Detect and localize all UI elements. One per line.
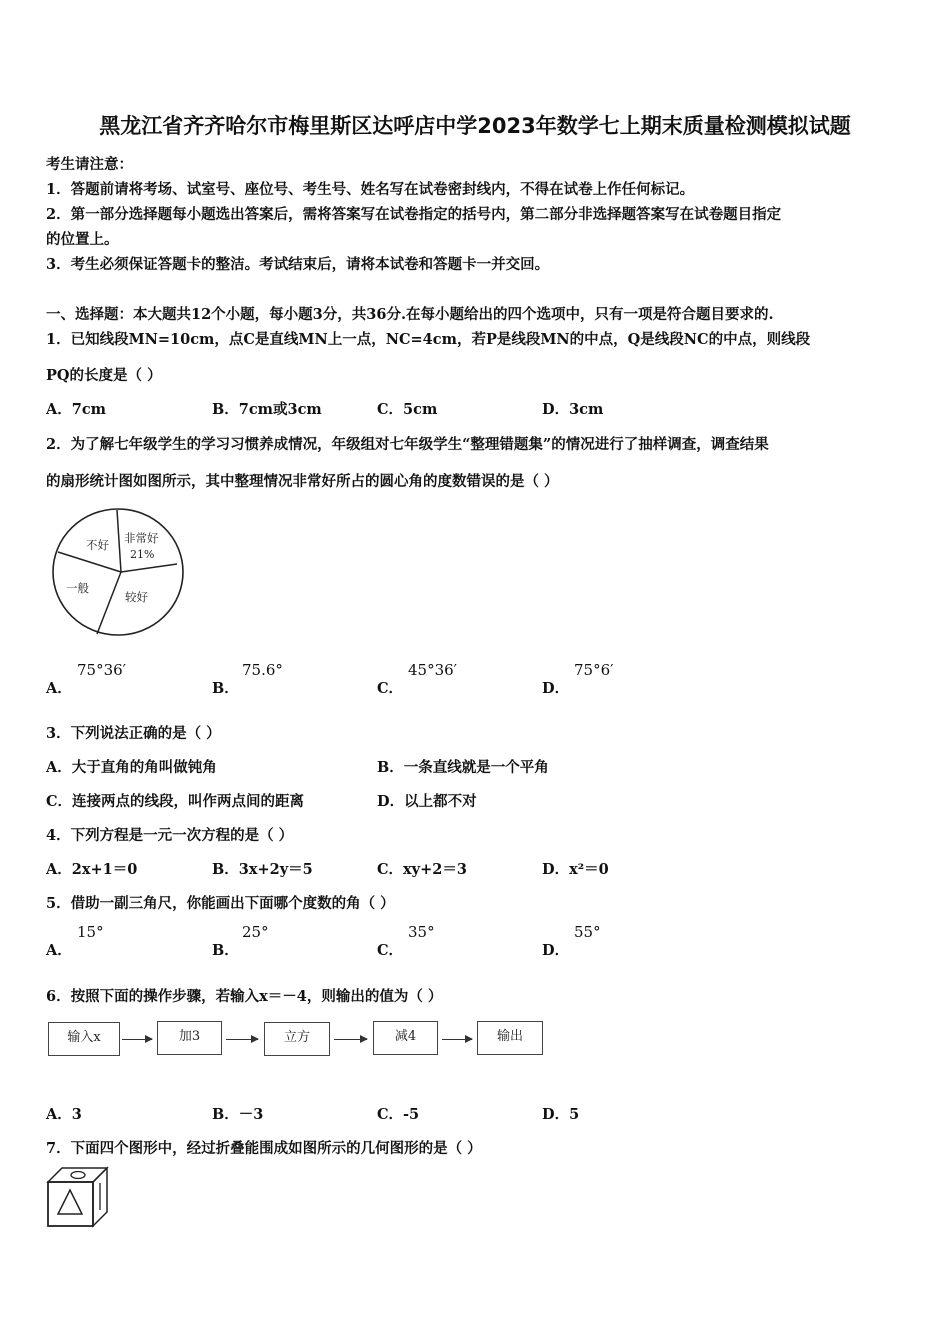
q1-stem-line2: PQ的长度是（ ） [46, 367, 162, 384]
q6-stem: 6．按照下面的操作步骤，若输入x＝－4，则输出的值为（ ） [46, 988, 443, 1005]
q2-option-a-value: 75°36′ [77, 661, 127, 679]
q5-option-b-value: 25° [242, 923, 269, 941]
q1-option-d[interactable]: D．3cm [542, 401, 604, 418]
pie-label-percent: 21% [130, 548, 155, 561]
q3-option-d[interactable]: D．以上都不对 [377, 793, 477, 810]
notice-item-2-cont: 的位置上。 [46, 231, 119, 248]
q5-option-b-letter[interactable]: B． [212, 942, 239, 959]
q4-option-c[interactable]: C．xy+2＝3 [377, 861, 467, 878]
cube-figure [45, 1165, 111, 1229]
q2-option-d-letter[interactable]: D． [542, 680, 570, 697]
q3-option-c[interactable]: C．连接两点的线段，叫作两点间的距离 [46, 793, 305, 810]
q6-option-c[interactable]: C．-5 [377, 1106, 420, 1123]
flow-arrow-4 [442, 1039, 472, 1040]
q2-stem-line2: 的扇形统计图如图所示，其中整理情况非常好所占的圆心角的度数错误的是（ ） [46, 473, 559, 490]
q1-option-a[interactable]: A．7cm [46, 401, 107, 418]
q2-option-a-letter[interactable]: A． [46, 680, 72, 697]
flow-arrow-3 [334, 1039, 367, 1040]
q4-stem: 4．下列方程是一元一次方程的是（ ） [46, 827, 294, 844]
q4-option-d[interactable]: D．x²＝0 [542, 861, 609, 878]
flow-box-sub4: 减4 [373, 1021, 438, 1055]
q7-stem: 7．下面四个图形中，经过折叠能围成如图所示的几何图形的是（ ） [46, 1140, 482, 1157]
flow-arrow-2 [226, 1039, 258, 1040]
q5-stem: 5．借助一副三角尺，你能画出下面哪个度数的角（ ） [46, 895, 395, 912]
page-title: 黑龙江省齐齐哈尔市梅里斯区达呼店中学2023年数学七上期末质量检测模拟试题 [99, 114, 851, 138]
pie-label-bad: 不好 [86, 538, 109, 552]
q2-option-b-value: 75.6° [242, 661, 283, 679]
q1-option-c[interactable]: C．5cm [377, 401, 438, 418]
q1-option-b[interactable]: B．7cm或3cm [212, 401, 322, 418]
pie-chart-figure [50, 506, 190, 640]
pie-label-normal: 一般 [66, 581, 89, 595]
q2-option-c-value: 45°36′ [408, 661, 458, 679]
q5-option-a-letter[interactable]: A． [46, 942, 72, 959]
q6-option-b[interactable]: B．－3 [212, 1106, 264, 1123]
flow-box-add3: 加3 [157, 1021, 222, 1055]
notice-item-3: 3．考生必须保证答题卡的整洁。考试结束后，请将本试卷和答题卡一并交回。 [46, 256, 550, 273]
pie-label-very-good: 非常好 [124, 531, 159, 545]
q2-stem-line1: 2．为了解七年级学生的学习习惯养成情况，年级组对七年级学生“整理错题集”的情况进行了抽样调查，调查结果 [46, 436, 769, 453]
flow-box-input: 输入x [48, 1022, 120, 1056]
q2-option-c-letter[interactable]: C． [377, 680, 404, 697]
notice-item-1: 1．答题前请将考场、试室号、座位号、考生号、姓名写在试卷密封线内，不得在试卷上作任何标记。 [46, 181, 695, 198]
q6-option-d[interactable]: D．5 [542, 1106, 580, 1123]
q6-option-a[interactable]: A．3 [46, 1106, 82, 1123]
pie-label-good: 较好 [125, 590, 148, 604]
q5-option-c-value: 35° [408, 923, 435, 941]
q3-option-b[interactable]: B．一条直线就是一个平角 [377, 759, 549, 776]
q5-option-a-value: 15° [77, 923, 104, 941]
q4-option-b[interactable]: B．3x+2y＝5 [212, 861, 313, 878]
flow-box-output: 输出 [477, 1021, 543, 1055]
flow-arrow-1 [122, 1039, 152, 1040]
q5-option-d-value: 55° [574, 923, 601, 941]
q5-option-c-letter[interactable]: C． [377, 942, 404, 959]
q1-stem-line1: 1．已知线段MN=10cm，点C是直线MN上一点，NC=4cm，若P是线段MN的中点，Q是线段NC的中点，则线段 [46, 331, 811, 348]
flow-box-cube: 立方 [264, 1022, 330, 1056]
q3-option-a[interactable]: A．大于直角的角叫做钝角 [46, 759, 217, 776]
q5-option-d-letter[interactable]: D． [542, 942, 570, 959]
notice-item-2: 2．第一部分选择题每小题选出答案后，需将答案写在试卷指定的括号内，第二部分非选择题答案写在试卷题目指定 [46, 206, 782, 223]
q2-option-b-letter[interactable]: B． [212, 680, 239, 697]
notice-heading: 考生请注意： [46, 156, 133, 173]
section-heading: 一、选择题：本大题共12个小题，每小题3分，共36分.在每小题给出的四个选项中，只有一项是符合题目要求的. [46, 306, 774, 323]
q3-stem: 3．下列说法正确的是（ ） [46, 725, 221, 742]
q4-option-a[interactable]: A．2x+1＝0 [46, 861, 138, 878]
q2-option-d-value: 75°6′ [574, 661, 614, 679]
